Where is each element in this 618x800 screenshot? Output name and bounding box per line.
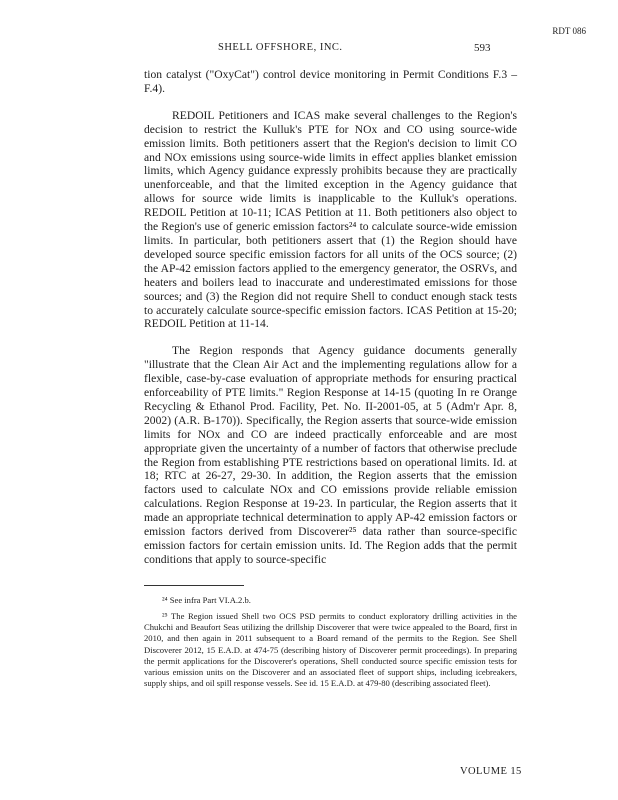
body-paragraph: The Region responds that Agency guidance documents generally "illustrate that the Clean Air Act and the implementing regulations allow for a flexible, case-by-case evaluation of appropriate methods for ensuring practical enforceability of PTE limits." Region Response at 14-15 (quoting In re Orange Recycling & Ethanol Prod. Facility, Pet. No. II-2001-05, at 5 (Adm'r Apr. 8, 2002) (A.R. B-170)). Specifically, the Region asserts that source-wide emission limits for NOx and CO are indeed practically enforceable and are most appropriate given the uncertainty of a number of factors that otherwise preclude the Region from establishing PTE restrictions based on operational limits. Id. at 18; RTC at 26-27, 29-30. In addition, the Region asserts that the emission factors used to calculate NOx and CO emissions provide reliable emission calculations. Region Response at 19-23. In particular, the Region asserts that it made an appropriate technical determination to apply AP-42 emission factors or emission factors derived from Discoverer²⁵ data rather than source-specific emission factors for certain emission units. Id. The Region adds that the permit conditions that apply to source-specific	[144, 344, 517, 566]
page-number: 593	[474, 42, 491, 54]
page-body	[144, 68, 517, 694]
footnote: ²⁵ The Region issued Shell two OCS PSD permits to conduct exploratory drilling activities in the Chukchi and Beaufort Seas utilizing the drillship Discoverer that were twice appealed to the Board, first in 2010, and then again in 2011 subsequent to a Board remand of the permits to the Region. See Shell Discoverer 2012, 15 E.A.D. at 474-75 (describing history of Discoverer permit proceedings). In preparing the permit applications for the Discoverer's operations, Shell conducted source specific emission tests for various emission units on the Discoverer and an associated fleet of support ships, including icebreakers, supply ships, and oil spill response vessels. See id. 15 E.A.D. at 479-80 (describing associated fleet).	[144, 611, 517, 689]
footnote-divider	[144, 585, 244, 586]
body-paragraph: tion catalyst ("OxyCat") control device monitoring in Permit Conditions F.3 – F.4).	[144, 68, 517, 95]
footnote: ²⁴ See infra Part VI.A.2.b.	[162, 594, 251, 605]
document-id: RDT 086	[552, 26, 586, 36]
volume-footer: VOLUME 15	[460, 766, 522, 777]
page-header	[0, 42, 618, 56]
body-paragraph: REDOIL Petitioners and ICAS make several challenges to the Region's decision to restrict the Kulluk's PTE for NOx and CO using source-wide emission limits. Both petitioners assert that the Region's decision to limit CO and NOx emissions using source-wide limits in effect applies blanket emission limits, which Agency guidance expressly prohibits because they are practically unenforceable, and that the limited exception in the Agency guidance that allows for source wide limits is inapplicable to the Kulluk's operations. REDOIL Petition at 10-11; ICAS Petition at 11. Both petitioners also object to the Region's use of generic emission factors²⁴ to calculate source-wide emission limits. In particular, both petitioners assert that (1) the Region should have developed source specific emission factors for all units of the OCS source; (2) the AP-42 emission factors applied to the emergency generator, the OSRVs, and heaters and boilers lead to inaccurate and underestimated emissions for those sources; and (3) the Region did not require Shell to conduct enough stack tests to accurately calculate source-specific emission factors. ICAS Petition at 15-20; REDOIL Petition at 11-14.	[144, 108, 517, 331]
running-title: SHELL OFFSHORE, INC.	[218, 42, 343, 53]
